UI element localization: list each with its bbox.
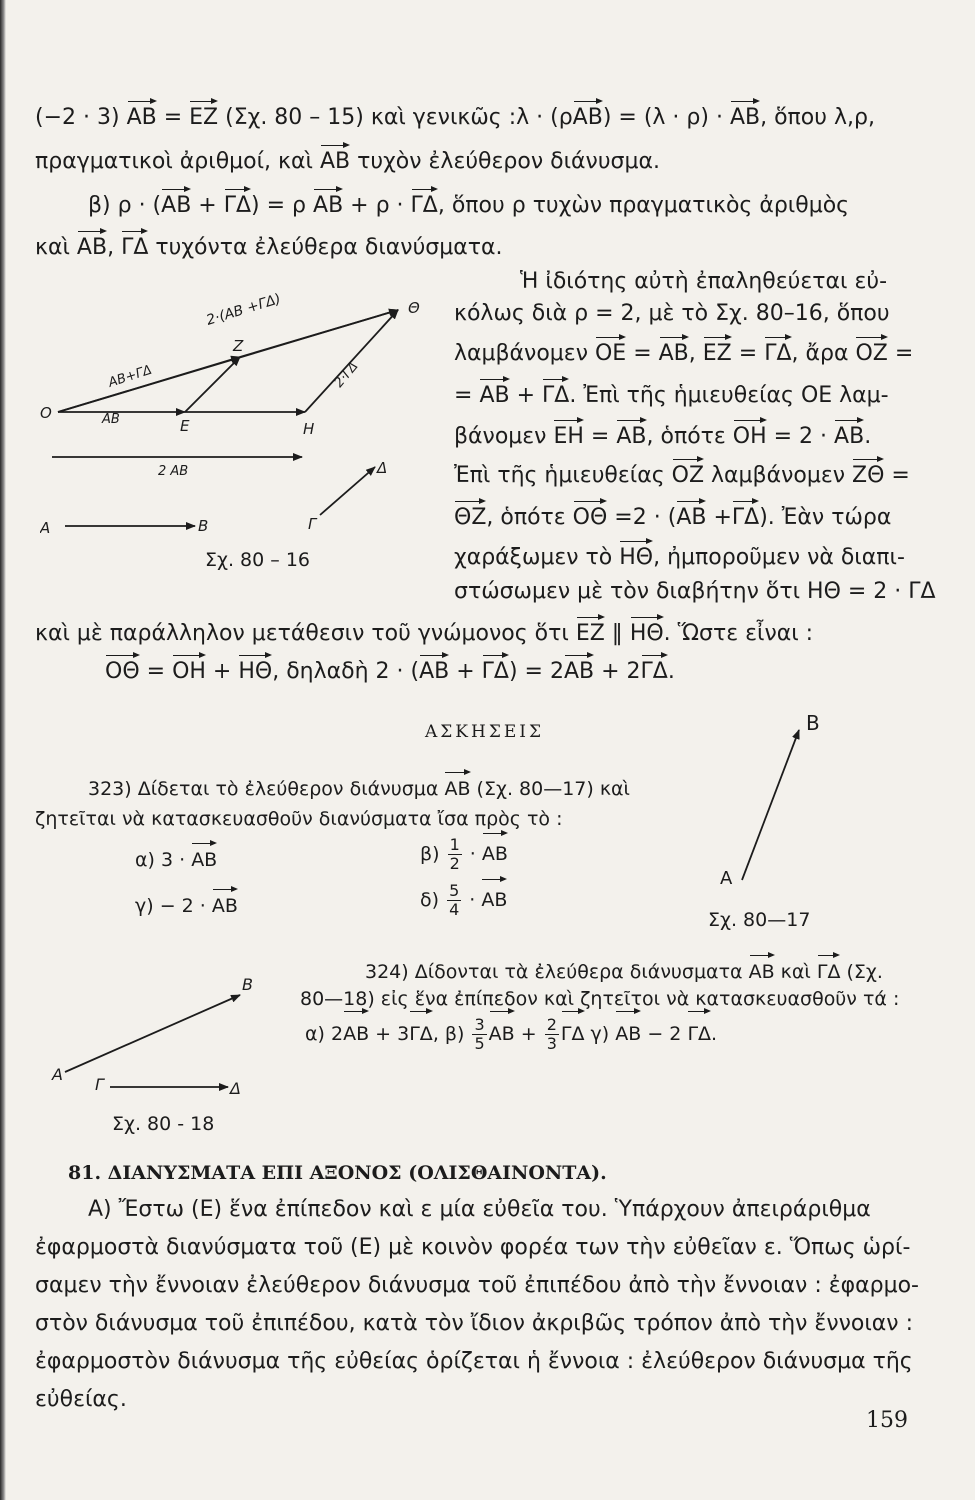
section-81-heading: 81. ΔΙΑΝΥΣΜΑΤΑ ΕΠΙ ΑΞΟΝΟΣ (ΟΛΙΣΘΑΙΝΟΝΤΑ). <box>68 1162 607 1184</box>
label-Delta-fig18: Δ <box>230 1079 241 1098</box>
caption-fig-80-17: Σχ. 80—17 <box>708 909 811 931</box>
label-ab-small: AB <box>102 412 120 427</box>
label-A-fig18: A <box>52 1065 63 1084</box>
right-line-7: ΘZ, ὁπότε OΘ =2 · (AB +ΓΔ). Ἐὰν τώρα <box>454 505 892 530</box>
label-A: A <box>40 519 51 537</box>
right-line-5: βάνομεν EH = AB, ὁπότε OH = 2 · AB. <box>454 424 872 449</box>
section-line-5: ἐφαρμοστὸν διάνυσμα τῆς εὐθείας ὁρίζεται ἡ ἔννοια : ἐλεύθερον διάνυσμα τῆς <box>35 1349 913 1374</box>
vector-AB-fig17 <box>742 730 799 880</box>
label-H: H <box>303 420 315 438</box>
page-binding-edge <box>0 0 6 1500</box>
label-2ab: 2 AB <box>158 464 189 479</box>
right-line-6: Ἐπὶ τῆς ἡμιευθείας OZ λαμβάνομεν ZΘ = <box>454 463 910 488</box>
text-line-3: β) ρ · (AB + ΓΔ) = ρ AB + ρ · ΓΔ, ὅπου ρ τυχὼν πραγματικὸς ἀριθμὸς <box>88 193 850 218</box>
figure-80-16 <box>40 275 440 580</box>
vector-AB-fig18 <box>65 995 240 1072</box>
caption-fig-80-16: Σχ. 80 – 16 <box>205 549 310 571</box>
right-line-2: κόλως διὰ ρ = 2, μὲ τὸ Σχ. 80–16, ὅπου <box>454 301 890 326</box>
mid-line-2: OΘ = OH + HΘ, δηλαδὴ 2 · (AB + ΓΔ) = 2AB + 2ΓΔ. <box>105 659 675 684</box>
label-A-fig17: A <box>720 868 733 889</box>
mid-line-1: καὶ μὲ παράλληλον μετάθεσιν τοῦ γνώμονος ὅτι EZ ‖ HΘ. Ὥστε εἶναι : <box>35 621 814 646</box>
right-line-1: Ἡ ἰδιότης αὐτὴ ἐπαληθεύεται εὐ- <box>520 269 888 294</box>
exercise-324-line-1: 324) Δίδονται τὰ ἐλεύθερα διάνυσματα AB καὶ ΓΔ (Σχ. <box>365 958 883 986</box>
right-line-3: λαμβάνομεν OE = AB, EZ = ΓΔ, ἄρα OZ = <box>454 341 914 366</box>
exercise-324-line-3: α) 2AB + 3ΓΔ, β) $\frac{3}{5}$ AB + $\frac{2}{3}$ ΓΔ γ) AB − 2 ΓΔ. <box>305 1015 718 1053</box>
section-line-3: σαμεν τὴν ἔννοιαν ἐλεύθερον διάνυσμα τοῦ ἐπιπέδου ἀπὸ τὴν ἔννοιαν : ἐφαρμο- <box>35 1273 919 1298</box>
vector-OTheta <box>58 310 398 412</box>
section-line-4: στὸν διάνυσμα τοῦ ἐπιπέδου, κατὰ τὸν ἴδιον ἀκριβῶς τρόπον ἀπὸ τὴν ἔννοιαν : <box>35 1311 914 1336</box>
exercise-323-option-b: β) $\frac{1}{2}$ · AB <box>420 835 508 873</box>
text-line-1: (−2 · 3) AB = EZ (Σχ. 80 – 15) καὶ γενικῶς :λ · (ρAB) = (λ · ρ) · AB, ὅπου λ,ρ, <box>35 105 875 130</box>
label-O: O <box>40 404 52 422</box>
section-line-1: Α) Ἔστω (Ε) ἕνα ἐπίπεδον καὶ ε μία εὐθεῖα του. Ὑπάρχουν ἀπειράριθμα <box>88 1197 871 1222</box>
exercise-323-line-2: ζητεῖται νὰ κατασκευασθοῦν διανύσματα ἴσα πρὸς τὸ : <box>35 808 563 830</box>
text-line-2: πραγματικοὶ ἀριθμοί, καὶ AB τυχὸν ἐλεύθερον διάνυσμα. <box>35 149 660 174</box>
label-Gamma: Γ <box>308 515 317 533</box>
label-Theta: Θ <box>408 299 420 317</box>
label-ab-plus-gd: AB+ΓΔ <box>106 362 154 391</box>
caption-fig-80-18: Σχ. 80 - 18 <box>112 1113 215 1135</box>
label-Z: Z <box>233 337 244 355</box>
label-E: E <box>180 417 190 435</box>
exercise-323-line-1: 323) Δίδεται τὸ ἐλεύθερον διάνυσμα AB (Σχ. 80—17) καὶ <box>88 775 630 803</box>
label-B-fig17: B <box>806 711 820 735</box>
right-line-9: στώσωμεν μὲ τὸν διαβήτην ὅτι HΘ = 2 · ΓΔ <box>454 579 936 604</box>
section-line-6: εὐθείας. <box>35 1387 127 1412</box>
exercise-323-option-c: γ) − 2 · AB <box>135 892 238 920</box>
label-B: B <box>198 517 209 535</box>
label-Delta: Δ <box>377 459 388 477</box>
right-line-8: χαράξωμεν τὸ HΘ, ἠμποροῦμεν νὰ διαπι- <box>454 545 905 570</box>
exercise-324-line-2: 80—18) εἰς ἕνα ἐπίπεδον καὶ ζητεῖτοι νὰ κατασκευασθοῦν τά : <box>300 988 900 1010</box>
exercise-323-option-a: α) 3 · AB <box>135 846 217 874</box>
text-line-4: καὶ AB, ΓΔ τυχόντα ἐλεύθερα διανύσματα. <box>35 235 503 260</box>
label-2-sum: 2·(AB +ΓΔ) <box>204 291 283 329</box>
figure-80-17 <box>700 700 840 890</box>
vector-GammaDelta <box>320 467 375 515</box>
page-number: 159 <box>866 1408 908 1433</box>
figure-80-18 <box>50 970 270 1100</box>
section-line-2: ἐφαρμοστὰ διανύσματα τοῦ (Ε) μὲ κοινὸν φορέα των τὴν εὐθεῖαν ε. Ὅπως ὡρί- <box>35 1235 911 1260</box>
label-2gd: 2·ΓΔ <box>331 359 362 391</box>
exercises-title: ΑΣΚΗΣΕΙΣ <box>425 722 544 742</box>
label-B-fig18: B <box>242 975 253 994</box>
label-Gamma-fig18: Γ <box>95 1075 104 1094</box>
right-line-4: = AB + ΓΔ. Ἐπὶ τῆς ἡμιευθείας OE λαμ- <box>454 383 889 408</box>
exercise-323-option-d: δ) $\frac{5}{4}$ · AB <box>420 881 508 919</box>
